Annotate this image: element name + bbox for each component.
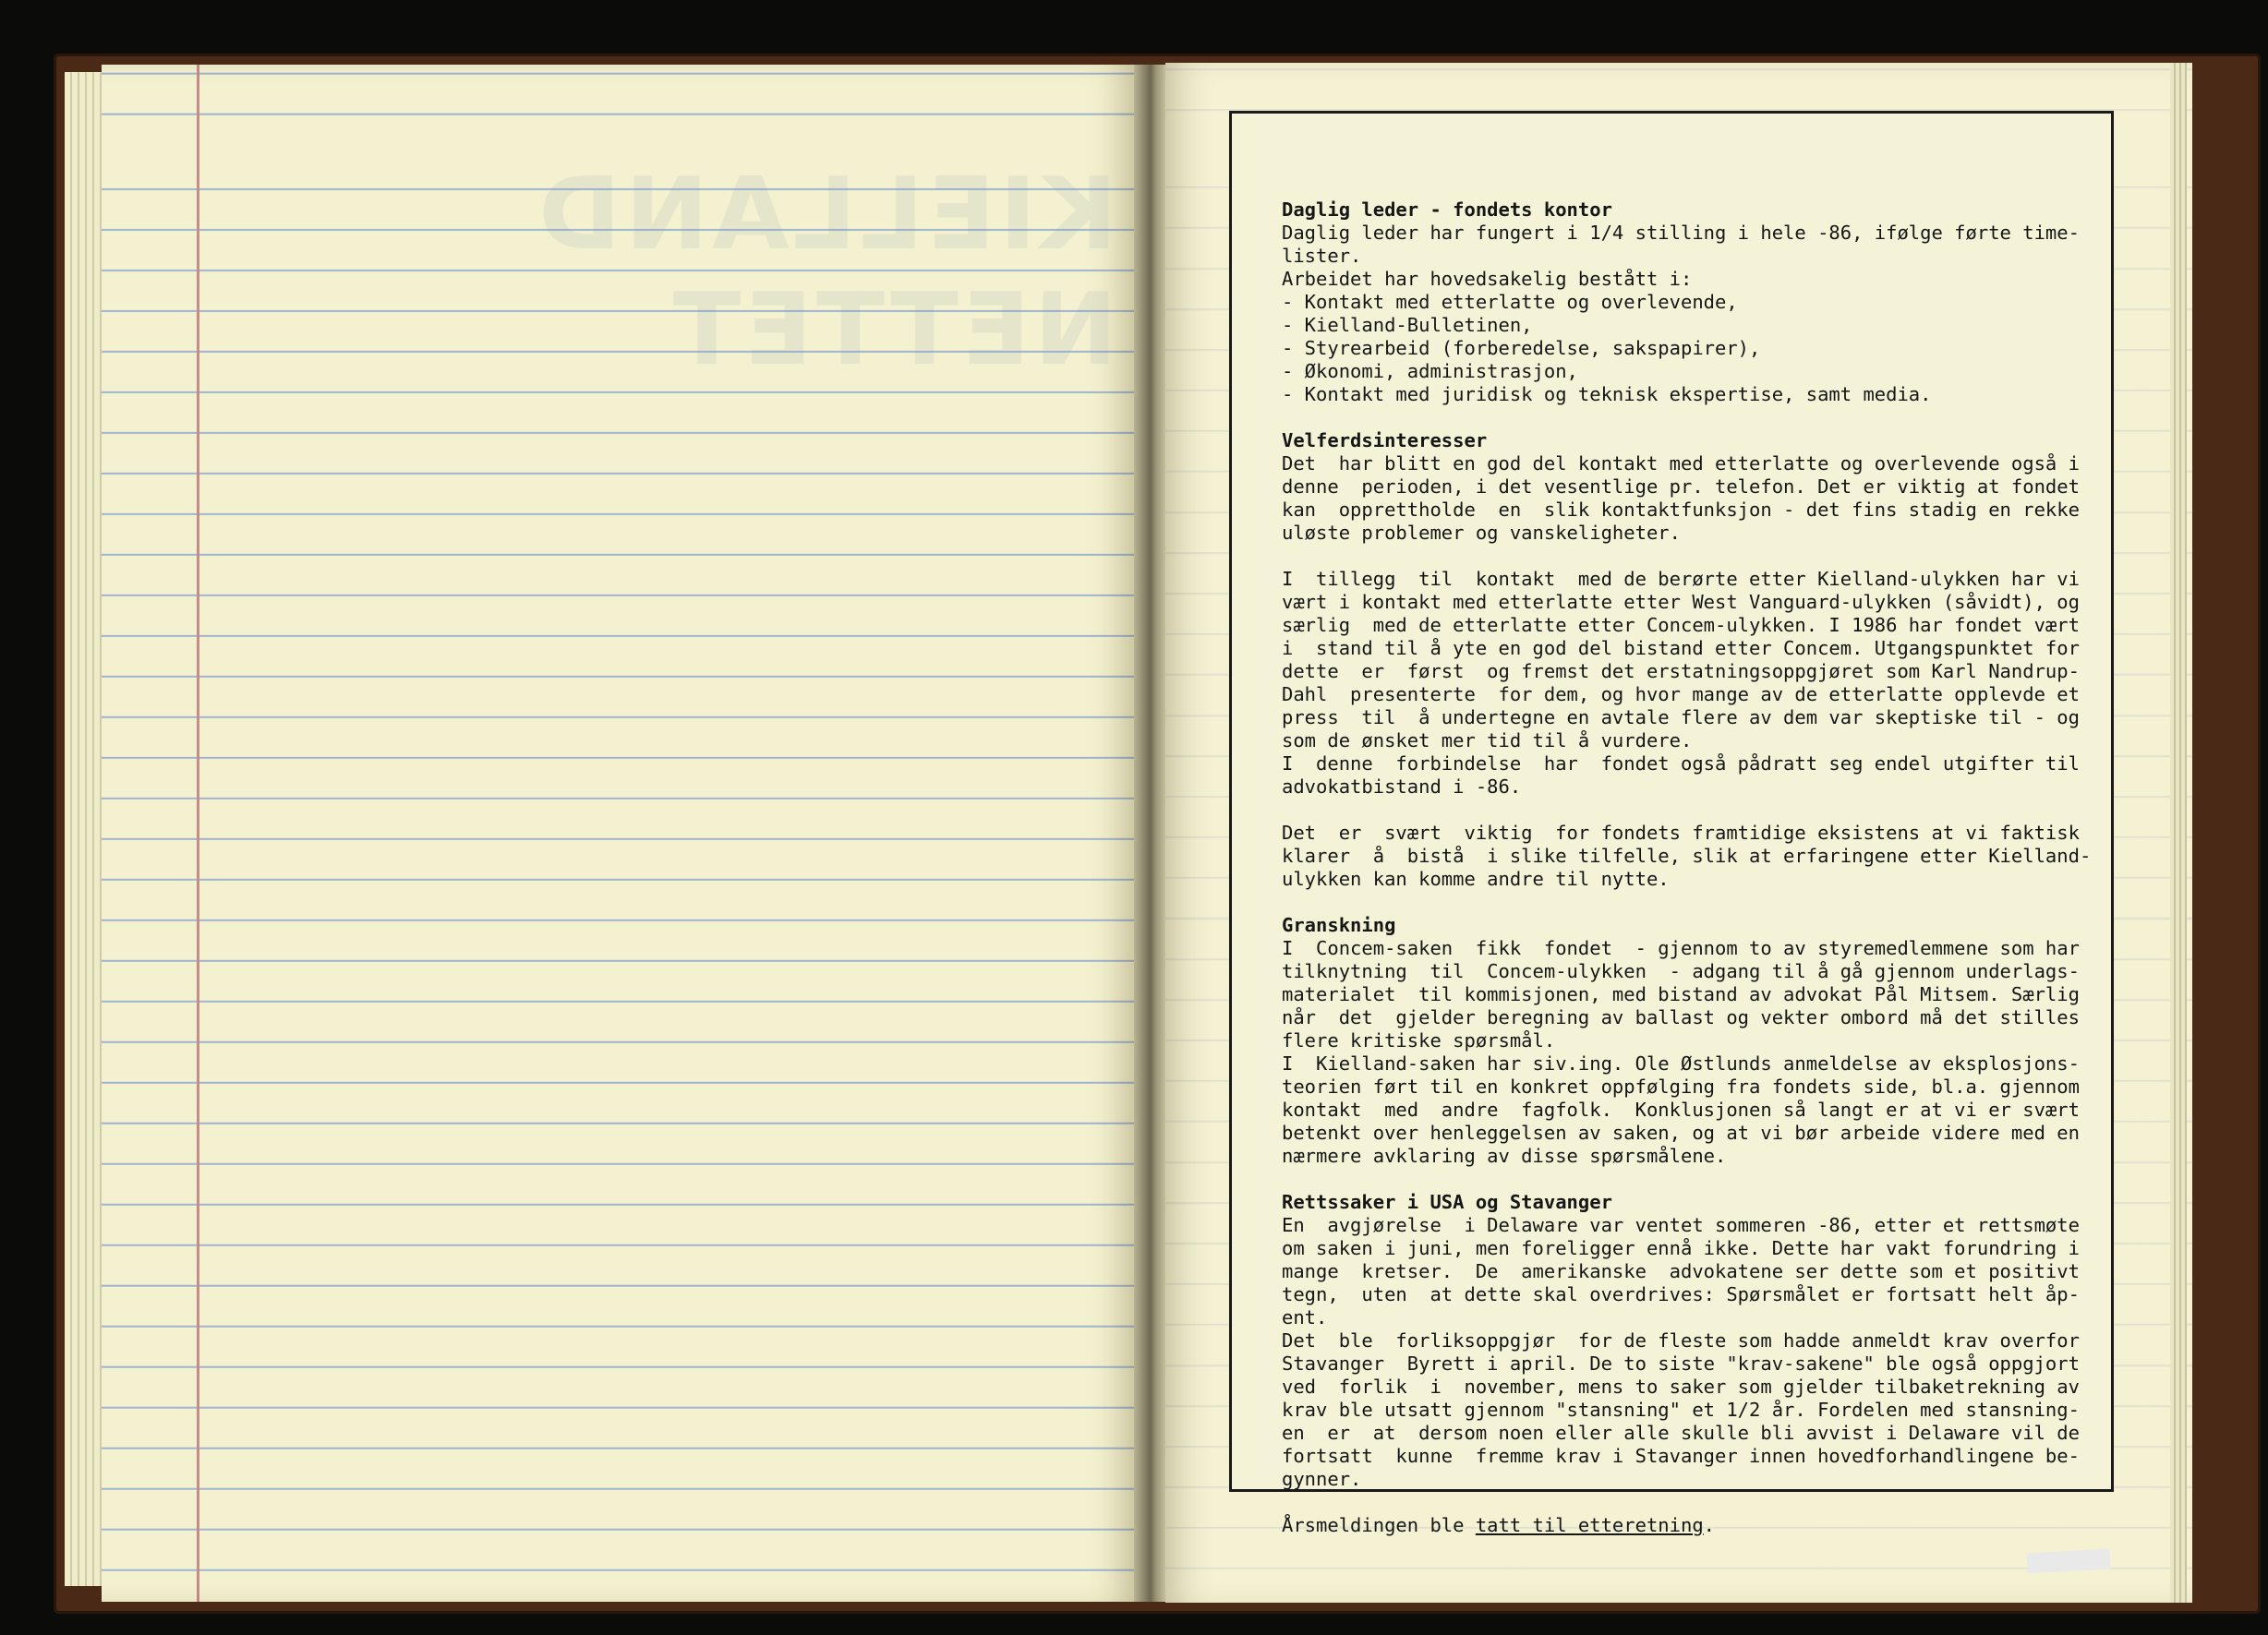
closing-underlined: tatt til etteretning [1475,1514,1704,1536]
section-heading-velferdsinteresser: Velferdsinteresser [1282,429,1488,451]
text-line: lister. [1282,245,1362,267]
text-line: vært i kontakt med etterlatte etter West Vanguard-ulykken (såvidt), og [1282,591,2080,613]
text-line: uløste problemer og vanskeligheter. [1282,522,1681,544]
text-line: tilknytning til Concem-ulykken - adgang til å gå gjennom underlags- [1282,960,2080,982]
text-line: Arbeidet har hovedsakelig bestått i: [1282,268,1693,290]
text-line: denne perioden, i det vesentlige pr. telefon. Det er viktig at fondet [1282,475,2080,498]
text-line: I Kielland-saken har siv.ing. Ole Østlunds anmeldelse av eksplosjons- [1282,1052,2080,1075]
bleed-through-title: KIELLAND NETTET [535,157,1117,388]
left-lined-page [102,65,1136,1602]
text-line: som de ønsket mer tid til å vurdere. [1282,729,1693,751]
text-line: teorien ført til en konkret oppfølging fra fondets side, bl.a. gjennom [1282,1076,2080,1098]
text-line: tegn, uten at dette skal overdrives: Spørsmålet er fortsatt helt åp- [1282,1283,2080,1305]
text-line: en er at dersom noen eller alle skulle bli avvist i Delaware vil de [1282,1422,2080,1444]
section-heading-daglig-leder: Daglig leder - fondets kontor [1282,198,1612,221]
text-line: En avgjørelse i Delaware var ventet sommeren -86, etter et rettsmøte [1282,1214,2080,1236]
closing-line [1282,1514,2076,1537]
text-line: mange kretser. De amerikanske advokatene ser dette som et positivt [1282,1260,2080,1282]
text-line: I tillegg til kontakt med de berørte etter Kielland-ulykken har vi [1282,568,2080,590]
text-line: flere kritiske spørsmål. [1282,1029,1556,1052]
text-line: kontakt med andre fagfolk. Konklusjonen så langt er at vi er svært [1282,1099,2080,1121]
text-line: ved forlik i november, mens to saker som gjelder tilbaketrekning av [1282,1376,2080,1398]
text-line: betenkt over henleggelsen av saken, og at vi bør arbeide videre med en [1282,1122,2080,1144]
list-item: - Økonomi, administrasjon, [1282,360,1578,382]
section-heading-granskning: Granskning [1282,914,1396,936]
text-line: nærmere avklaring av disse spørsmålene. [1282,1145,1727,1167]
text-line: når det gjelder beregning av ballast og vekter ombord må det stilles [1282,1006,2080,1028]
text-line: dette er først og fremst det erstatningsoppgjøret som Karl Nandrup- [1282,660,2080,682]
list-item: - Kontakt med juridisk og teknisk ekspertise, samt media. [1282,383,1932,405]
text-line: klarer å bistå i slike tilfelle, slik at erfaringene etter Kielland- [1282,845,2092,867]
section-heading-rettssaker: Rettssaker i USA og Stavanger [1282,1191,1612,1213]
text-line: kan opprettholde en slik kontaktfunksjon - det fins stadig en rekke [1282,499,2080,521]
text-line: krav ble utsatt gjennom "stansning" et 1/2 år. Fordelen med stansning- [1282,1399,2080,1421]
text-line: Stavanger Byrett i april. De to siste "krav-sakene" ble også oppgjort [1282,1352,2080,1375]
text-line: ent. [1282,1306,1328,1328]
closing-prefix: Årsmeldingen ble [1282,1514,1476,1536]
annual-report-sheet [1229,111,2114,1536]
list-item: - Kontakt med etterlatte og overlevende, [1282,291,1738,313]
report-body [1282,198,2092,1537]
text-line: Det er svært viktig for fondets framtidige eksistens at vi faktisk [1282,822,2080,844]
text-line: advokatbistand i -86. [1282,775,1522,798]
closing-suffix: . [1703,1514,1716,1536]
text-line: særlig med de etterlatte etter Concem-ulykken. I 1986 har fondet vært [1282,614,2080,636]
list-item: - Kielland-Bulletinen, [1282,314,1533,336]
list-item: - Styrearbeid (forberedelse, sakspapirer), [1282,337,1761,359]
text-line: materialet til kommisjonen, med bistand av advokat Pål Mitsem. Særlig [1282,983,2080,1005]
bookmark-ribbon [2026,1549,2110,1574]
text-line: ulykken kan komme andre til nytte. [1282,868,1670,890]
text-line: gynner. [1282,1468,1362,1490]
text-line: Dahl presenterte for dem, og hvor mange av de etterlatte opplevde et [1282,683,2080,705]
page-stack-edge-right [2170,63,2187,1603]
text-line: om saken i juni, men foreligger ennå ikke. Dette har vakt forundring i [1282,1237,2080,1259]
text-line: I Concem-saken fikk fondet - gjennom to av styremedlemmene som har [1282,937,2080,959]
text-line: Det ble forliksoppgjør for de fleste som hadde anmeldt krav overfor [1282,1329,2080,1352]
text-line: fortsatt kunne fremme krav i Stavanger innen hovedforhandlingene be- [1282,1445,2080,1467]
text-line: I denne forbindelse har fondet også pådratt seg endel utgifter til [1282,752,2080,775]
text-line: press til å undertegne en avtale flere av dem var skeptiske til - og [1282,706,2080,728]
text-line: Det har blitt en god del kontakt med etterlatte og overlevende også i [1282,452,2080,475]
text-line: i stand til å yte en god del bistand etter Concem. Utgangspunktet for [1282,637,2080,659]
text-line: Daglig leder har fungert i 1/4 stilling i hele -86, ifølge førte time- [1282,222,2080,244]
